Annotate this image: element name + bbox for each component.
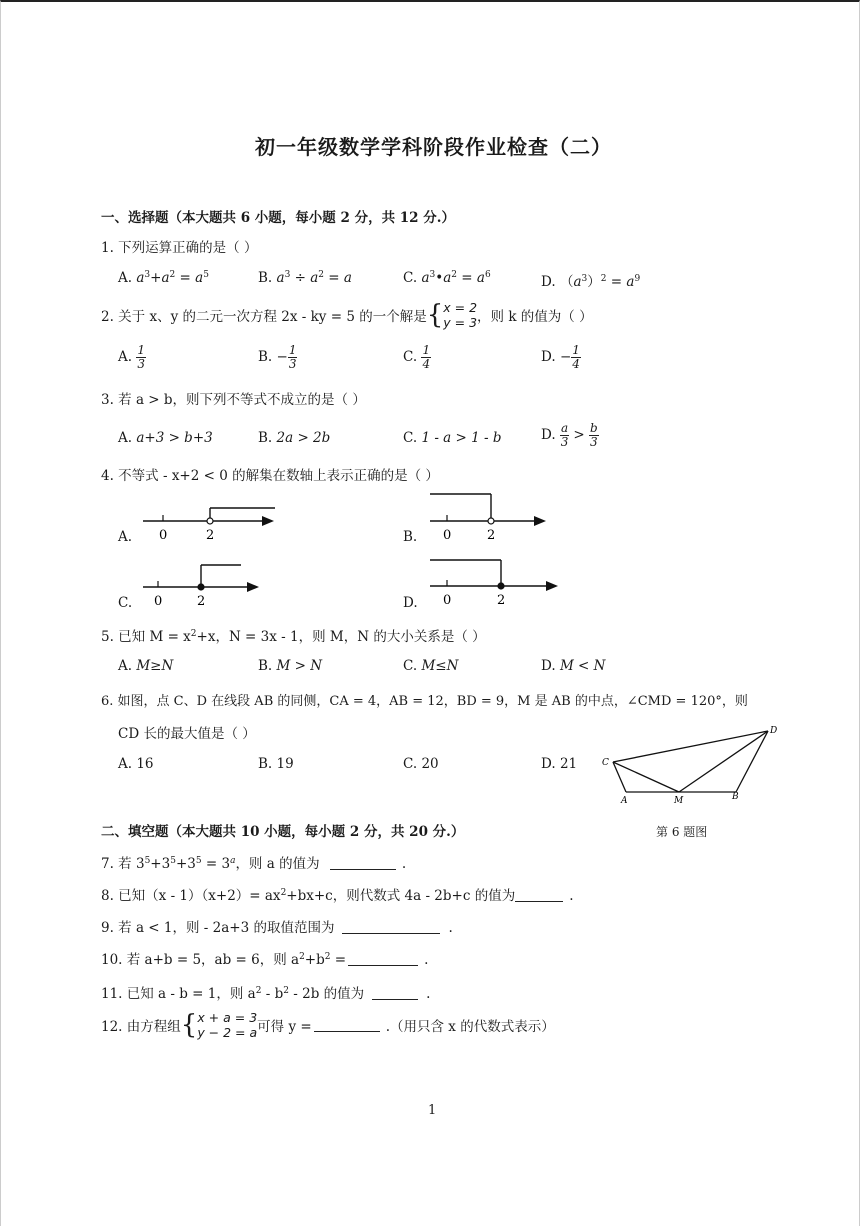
expression: M > N bbox=[276, 658, 323, 674]
question-6-line-1: 6. 如图，点 C、D 在线段 AB 的同侧，CA = 4，AB = 12，BD = 9，M 是 AB 的中点，∠CMD = 120°，则 bbox=[101, 694, 748, 709]
question-text: 12. 由方程组 bbox=[101, 1019, 181, 1035]
question-text: 11. 已知 a - b = 1，则 a bbox=[101, 986, 256, 1002]
point-label-m: M bbox=[674, 796, 684, 806]
period: . bbox=[424, 952, 429, 968]
option-value: 20 bbox=[421, 756, 439, 772]
answer-blank[interactable] bbox=[372, 987, 418, 1000]
question-9-text bbox=[101, 916, 453, 936]
option-label: C. bbox=[403, 430, 418, 446]
question-text: 9. 若 a < 1，则 - 2a+3 的取值范围为 bbox=[101, 920, 335, 936]
q5-option-c bbox=[403, 658, 458, 674]
point-label-a: A bbox=[621, 796, 628, 806]
segment-bd bbox=[736, 731, 768, 792]
q2-option-c bbox=[403, 344, 431, 371]
denominator: 4 bbox=[422, 357, 431, 371]
q4-option-a-number-line bbox=[138, 505, 278, 545]
option-label: A. bbox=[118, 658, 133, 674]
option-label: B. bbox=[258, 349, 273, 365]
q6-option-c bbox=[403, 756, 439, 772]
denominator: 3 bbox=[590, 435, 598, 449]
question-text: - b bbox=[261, 986, 284, 1002]
question-text: +3 bbox=[175, 856, 196, 872]
question-12-text bbox=[101, 1010, 555, 1040]
closed-endpoint bbox=[498, 583, 504, 589]
option-label: B. bbox=[258, 658, 273, 674]
q5-option-d bbox=[541, 658, 605, 674]
q5-option-a bbox=[118, 658, 173, 674]
term: a bbox=[421, 270, 430, 286]
exponent: 5 bbox=[144, 856, 151, 866]
arrow-head bbox=[247, 582, 259, 592]
expression: 1 - a > 1 - b bbox=[421, 430, 502, 446]
system-line: x = 2 bbox=[443, 300, 478, 315]
open-endpoint bbox=[207, 518, 213, 524]
exponent: 6 bbox=[484, 270, 491, 280]
equation-system bbox=[197, 1010, 257, 1040]
q2-option-a bbox=[118, 344, 146, 371]
option-label: D. bbox=[541, 349, 556, 365]
exponent: 2 bbox=[451, 270, 457, 280]
question-text: 5. 已知 M = x bbox=[101, 629, 191, 645]
expression: 2a > 2b bbox=[276, 430, 331, 446]
fraction bbox=[560, 422, 569, 449]
exponent: a bbox=[230, 856, 236, 866]
question-text: .（用只含 x 的代数式表示） bbox=[385, 1019, 555, 1035]
question-text: +b bbox=[304, 952, 325, 968]
period: . bbox=[401, 856, 407, 872]
q4-option-b-label: B. bbox=[403, 529, 418, 545]
question-8-text bbox=[101, 884, 574, 904]
exponent: 3 bbox=[581, 274, 588, 284]
question-text: 10. 若 a+b = 5，ab = 6，则 a bbox=[101, 952, 300, 968]
numerator: 1 bbox=[288, 343, 297, 357]
question-4-text: 4. 不等式 - x+2 < 0 的解集在数轴上表示正确的是（ ） bbox=[101, 468, 439, 484]
tick-label-2: 2 bbox=[206, 528, 215, 543]
numerator: 1 bbox=[422, 343, 431, 357]
q1-option-d bbox=[541, 270, 640, 290]
expression: M < N bbox=[559, 658, 606, 674]
brace-glyph: { bbox=[180, 1010, 198, 1040]
question-2-text bbox=[101, 300, 593, 330]
fraction bbox=[136, 344, 146, 371]
paren: ） bbox=[587, 274, 601, 290]
exponent: 5 bbox=[203, 270, 209, 280]
tick-label-0: 0 bbox=[159, 528, 168, 543]
expression: a+3 > b+3 bbox=[136, 430, 213, 446]
q3-option-d bbox=[541, 422, 599, 449]
question-3-text: 3. 若 a > b，则下列不等式不成立的是（ ） bbox=[101, 392, 366, 408]
q4-option-b-number-line bbox=[425, 490, 555, 546]
exponent: 3 bbox=[429, 270, 436, 280]
term: a bbox=[343, 270, 352, 286]
option-label: B. bbox=[258, 430, 273, 446]
tick-label-0: 0 bbox=[443, 528, 452, 543]
tick-label-0: 0 bbox=[154, 594, 163, 609]
paren: （ bbox=[559, 274, 574, 290]
exponent: 2 bbox=[190, 629, 197, 639]
q1-option-a bbox=[118, 270, 209, 286]
section-heading-choice: 一、选择题（本大题共 6 小题，每小题 2 分，共 12 分.） bbox=[101, 210, 455, 226]
option-label: A. bbox=[118, 756, 133, 772]
point-label-b: B bbox=[732, 792, 739, 802]
option-label: C. bbox=[403, 658, 418, 674]
sign: − bbox=[276, 349, 288, 365]
answer-blank[interactable] bbox=[330, 857, 396, 870]
point-label-d: D bbox=[770, 726, 778, 736]
operator: ÷ bbox=[290, 270, 311, 286]
point-label-c: C bbox=[602, 758, 609, 768]
q4-option-c-label: C. bbox=[118, 595, 133, 611]
period: . bbox=[448, 920, 453, 936]
option-label: C. bbox=[403, 756, 418, 772]
term: a bbox=[136, 270, 145, 286]
equation-system bbox=[443, 300, 477, 330]
fraction bbox=[589, 422, 599, 449]
exponent: 2 bbox=[255, 986, 262, 996]
question-5-text bbox=[101, 625, 486, 645]
fraction bbox=[571, 344, 581, 371]
question-text: ，则 k 的值为（ ） bbox=[477, 309, 593, 325]
option-label: B. bbox=[258, 270, 273, 286]
answer-blank[interactable] bbox=[314, 1019, 380, 1032]
tick-label-2: 2 bbox=[487, 528, 496, 543]
arrow-head bbox=[534, 516, 546, 526]
exponent: 9 bbox=[634, 274, 641, 284]
option-label: A. bbox=[118, 270, 133, 286]
q4-option-d-label: D. bbox=[403, 595, 418, 611]
arrow-head bbox=[546, 581, 558, 591]
option-label: D. bbox=[541, 274, 556, 290]
q2-option-b bbox=[258, 344, 297, 371]
question-text: 7. 若 3 bbox=[101, 856, 145, 872]
system-line: x + a = 3 bbox=[197, 1010, 258, 1025]
operator: = bbox=[457, 270, 477, 286]
closed-endpoint bbox=[198, 584, 204, 590]
exponent: 2 bbox=[299, 952, 305, 962]
denominator: 3 bbox=[288, 357, 297, 371]
q2-option-d bbox=[541, 344, 581, 371]
term: a bbox=[310, 270, 319, 286]
option-label: C. bbox=[403, 270, 418, 286]
option-label: B. bbox=[258, 756, 273, 772]
option-label: D. bbox=[541, 427, 556, 443]
figure-caption: 第 6 题图 bbox=[656, 825, 708, 839]
operator: > bbox=[569, 427, 589, 443]
option-label: D. bbox=[541, 658, 556, 674]
operator: = bbox=[606, 274, 627, 290]
expression: M≥N bbox=[136, 658, 174, 674]
exponent: 2 bbox=[280, 888, 287, 898]
question-11-text bbox=[101, 982, 430, 1002]
page-number: 1 bbox=[428, 1103, 437, 1118]
period: . bbox=[426, 986, 431, 1002]
question-text: ，则 a 的值为 bbox=[235, 856, 320, 872]
exponent: 2 bbox=[169, 270, 176, 280]
term: a bbox=[626, 274, 635, 290]
answer-blank[interactable] bbox=[348, 953, 418, 966]
q1-option-c bbox=[403, 270, 491, 286]
operator: = bbox=[175, 270, 196, 286]
question-text: = bbox=[330, 952, 347, 968]
exponent: 2 bbox=[600, 274, 607, 284]
denominator: 3 bbox=[560, 435, 569, 449]
answer-blank[interactable] bbox=[342, 921, 440, 934]
fraction bbox=[421, 344, 431, 371]
section-heading-fill-blank: 二、填空题（本大题共 10 小题，每小题 2 分，共 20 分.） bbox=[101, 824, 465, 840]
exponent: 3 bbox=[144, 270, 151, 280]
q4-option-a-label: A. bbox=[118, 529, 133, 545]
brace-glyph: { bbox=[426, 300, 444, 330]
q4-option-d-number-line bbox=[425, 555, 565, 611]
term: a bbox=[573, 274, 582, 290]
operator: = bbox=[324, 270, 344, 286]
answer-blank[interactable] bbox=[515, 889, 563, 902]
question-10-text bbox=[101, 948, 428, 968]
q3-option-c bbox=[403, 430, 502, 446]
numerator: b bbox=[590, 421, 598, 435]
sign: − bbox=[559, 349, 572, 365]
question-text: +3 bbox=[150, 856, 171, 872]
denominator: 4 bbox=[572, 357, 580, 371]
question-text: = 3 bbox=[201, 856, 231, 872]
q4-option-c-number-line bbox=[138, 560, 268, 610]
q3-option-b bbox=[258, 430, 330, 446]
q5-option-b bbox=[258, 658, 322, 674]
q6-geometry-figure bbox=[596, 720, 786, 810]
term: a bbox=[161, 270, 170, 286]
option-label: D. bbox=[541, 756, 556, 772]
question-7-text bbox=[101, 852, 406, 872]
page-title: 初一年级数学学科阶段作业检查（二） bbox=[255, 135, 612, 159]
tick-label-2: 2 bbox=[497, 593, 506, 608]
system-line: y = 3 bbox=[443, 315, 478, 330]
option-label: A. bbox=[118, 430, 133, 446]
operator: • bbox=[435, 270, 444, 286]
tick-label-2: 2 bbox=[197, 594, 206, 609]
option-label: A. bbox=[118, 349, 133, 365]
question-text: 可得 y = bbox=[257, 1019, 312, 1035]
denominator: 3 bbox=[137, 357, 145, 371]
question-text: 2. 关于 x、y 的二元一次方程 2x - ky = 5 的一个解是 bbox=[101, 309, 427, 325]
option-value: 19 bbox=[276, 756, 294, 772]
segment-cm bbox=[613, 762, 679, 792]
system-line: y − 2 = a bbox=[197, 1025, 258, 1040]
period: . bbox=[569, 888, 574, 904]
numerator: 1 bbox=[572, 343, 580, 357]
fraction bbox=[288, 344, 298, 371]
option-label: C. bbox=[403, 349, 418, 365]
question-text: +x，N = 3x - 1，则 M，N 的大小关系是（ ） bbox=[196, 629, 486, 645]
tick-label-0: 0 bbox=[443, 593, 452, 608]
term: a bbox=[443, 270, 452, 286]
term: a bbox=[476, 270, 485, 286]
q1-option-b bbox=[258, 270, 352, 286]
exponent: 2 bbox=[283, 986, 289, 996]
exponent: 5 bbox=[195, 856, 202, 866]
question-text: - 2b 的值为 bbox=[288, 986, 365, 1002]
q3-option-a bbox=[118, 430, 213, 446]
term: a bbox=[276, 270, 285, 286]
arrow-head bbox=[262, 516, 274, 526]
open-endpoint bbox=[488, 518, 494, 524]
exponent: 5 bbox=[170, 856, 176, 866]
q6-option-a bbox=[118, 756, 154, 772]
question-1-text: 1. 下列运算正确的是（ ） bbox=[101, 240, 258, 256]
option-value: 16 bbox=[136, 756, 154, 772]
question-6-line-2: CD 长的最大值是（ ） bbox=[118, 726, 256, 742]
term: a bbox=[195, 270, 204, 286]
exponent: 3 bbox=[284, 270, 291, 280]
numerator: 1 bbox=[137, 343, 145, 357]
q6-option-d bbox=[541, 756, 577, 772]
exponent: 2 bbox=[318, 270, 325, 280]
q6-option-b bbox=[258, 756, 294, 772]
option-value: 21 bbox=[559, 756, 578, 772]
expression: M≤N bbox=[421, 658, 459, 674]
operator: + bbox=[150, 270, 162, 286]
question-text: +bx+c，则代数式 4a - 2b+c 的值为 bbox=[286, 888, 516, 904]
exponent: 2 bbox=[324, 952, 331, 962]
numerator: a bbox=[560, 421, 569, 435]
question-text: 8. 已知（x - 1）（x+2）= ax bbox=[101, 888, 281, 904]
